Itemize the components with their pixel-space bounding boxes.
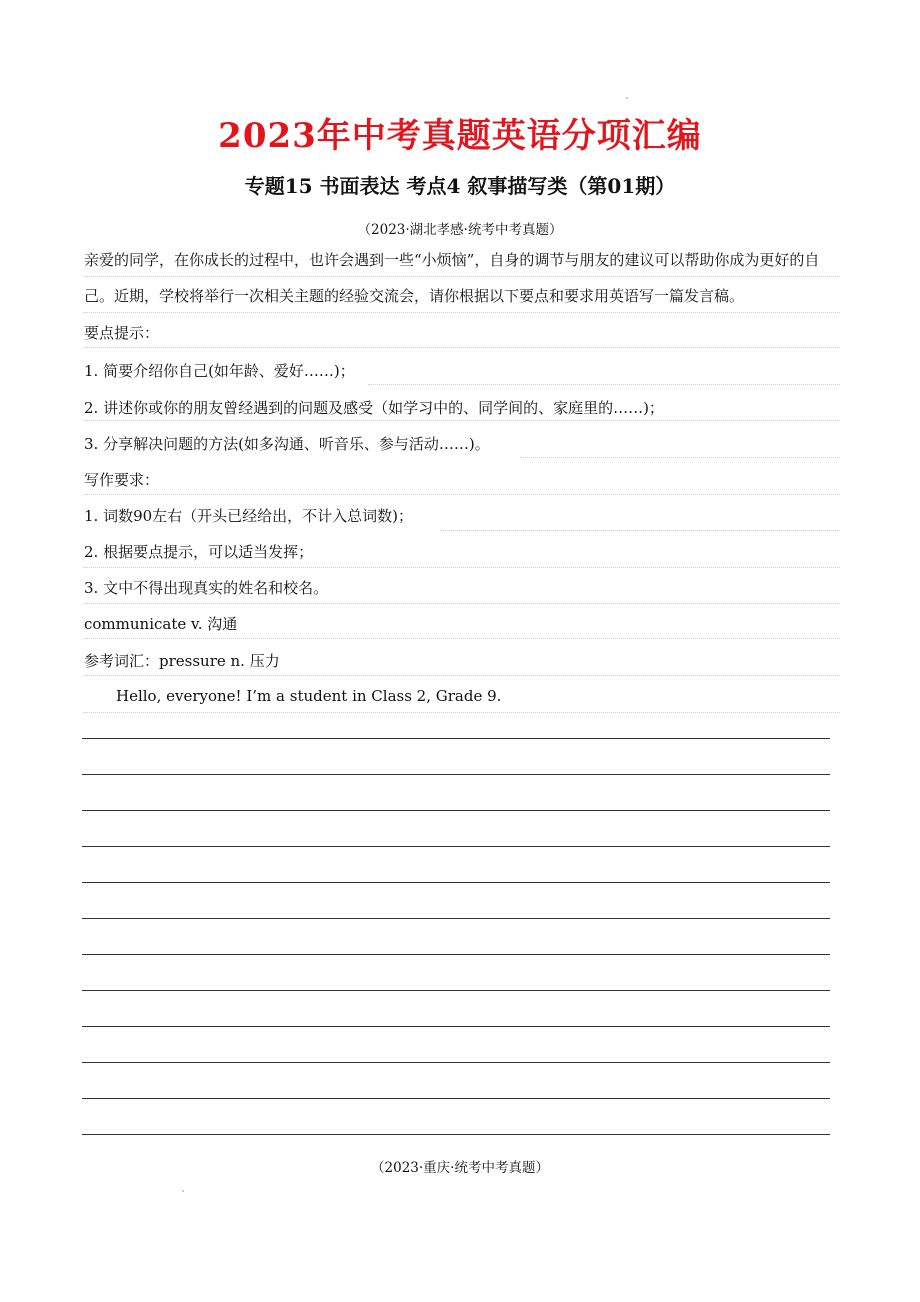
essay-opening: Hello, everyone! I’m a student in Class 2, Grade 9. [116, 687, 502, 705]
question1-source: （2023·湖北孝感·统考中考真题） [357, 222, 563, 238]
requirements-heading: 写作要求： [84, 471, 160, 489]
answer-line[interactable] [82, 990, 830, 991]
point-item: 3. 分享解决问题的方法(如多沟通、听音乐、参与活动……)。 [84, 435, 490, 453]
answer-line[interactable] [82, 1026, 830, 1027]
dotted-underline [84, 312, 840, 313]
answer-line[interactable] [82, 1062, 830, 1063]
dotted-underline [84, 712, 840, 713]
answer-line[interactable] [82, 1134, 830, 1135]
requirement-item: 2. 根据要点提示，可以适当发挥； [84, 543, 314, 561]
dotted-underline [84, 347, 840, 348]
dotted-underline [84, 420, 840, 421]
dotted-underline [84, 675, 840, 676]
answer-line[interactable] [82, 774, 830, 775]
answer-line[interactable] [82, 738, 830, 739]
answer-line[interactable] [82, 1098, 830, 1099]
point-item: 1. 简要介绍你自己(如年龄、爱好……)； [84, 362, 355, 380]
dotted-underline [84, 638, 840, 639]
point-item: 2. 讲述你或你的朋友曾经遇到的问题及感受（如学习中的、同学间的、家庭里的……)； [84, 399, 664, 417]
answer-line[interactable] [82, 846, 830, 847]
answer-line[interactable] [82, 882, 830, 883]
requirement-item: 3. 文中不得出现真实的姓名和校名。 [84, 579, 329, 597]
dotted-underline [84, 603, 840, 604]
question1-intro: 亲爱的同学，在你成长的过程中，也许会遇到一些“小烦恼”，自身的调节与朋友的建议可以帮助你成为更好的自己。近期，学校将举行一次相关主题的经验交流会，请你根据以下要点和要求用英语写一篇发言稿。 [84, 251, 820, 305]
dotted-underline [440, 530, 840, 531]
dotted-underline [84, 276, 840, 277]
points-heading: 要点提示： [84, 324, 160, 342]
vocab-communicate: communicate v. 沟通 [84, 615, 238, 633]
scan-dot [182, 1190, 184, 1192]
requirement-item: 1. 词数90左右（开头已经给出，不计入总词数)； [84, 507, 414, 525]
dotted-underline [368, 384, 840, 385]
vocab-pressure: 参考词汇：pressure n. 压力 [84, 652, 280, 670]
subtitle: 专题15 书面表达 考点4 叙事描写类（第01期） [244, 174, 676, 198]
answer-line[interactable] [82, 810, 830, 811]
scan-dot [626, 97, 628, 99]
dotted-underline [84, 494, 840, 495]
question2-source: （2023·重庆·统考中考真题） [371, 1160, 549, 1176]
main-title: 2023年中考真题英语分项汇编 [218, 116, 702, 156]
dotted-underline [520, 457, 840, 458]
answer-line[interactable] [82, 918, 830, 919]
dotted-underline [84, 567, 840, 568]
answer-line[interactable] [82, 954, 830, 955]
